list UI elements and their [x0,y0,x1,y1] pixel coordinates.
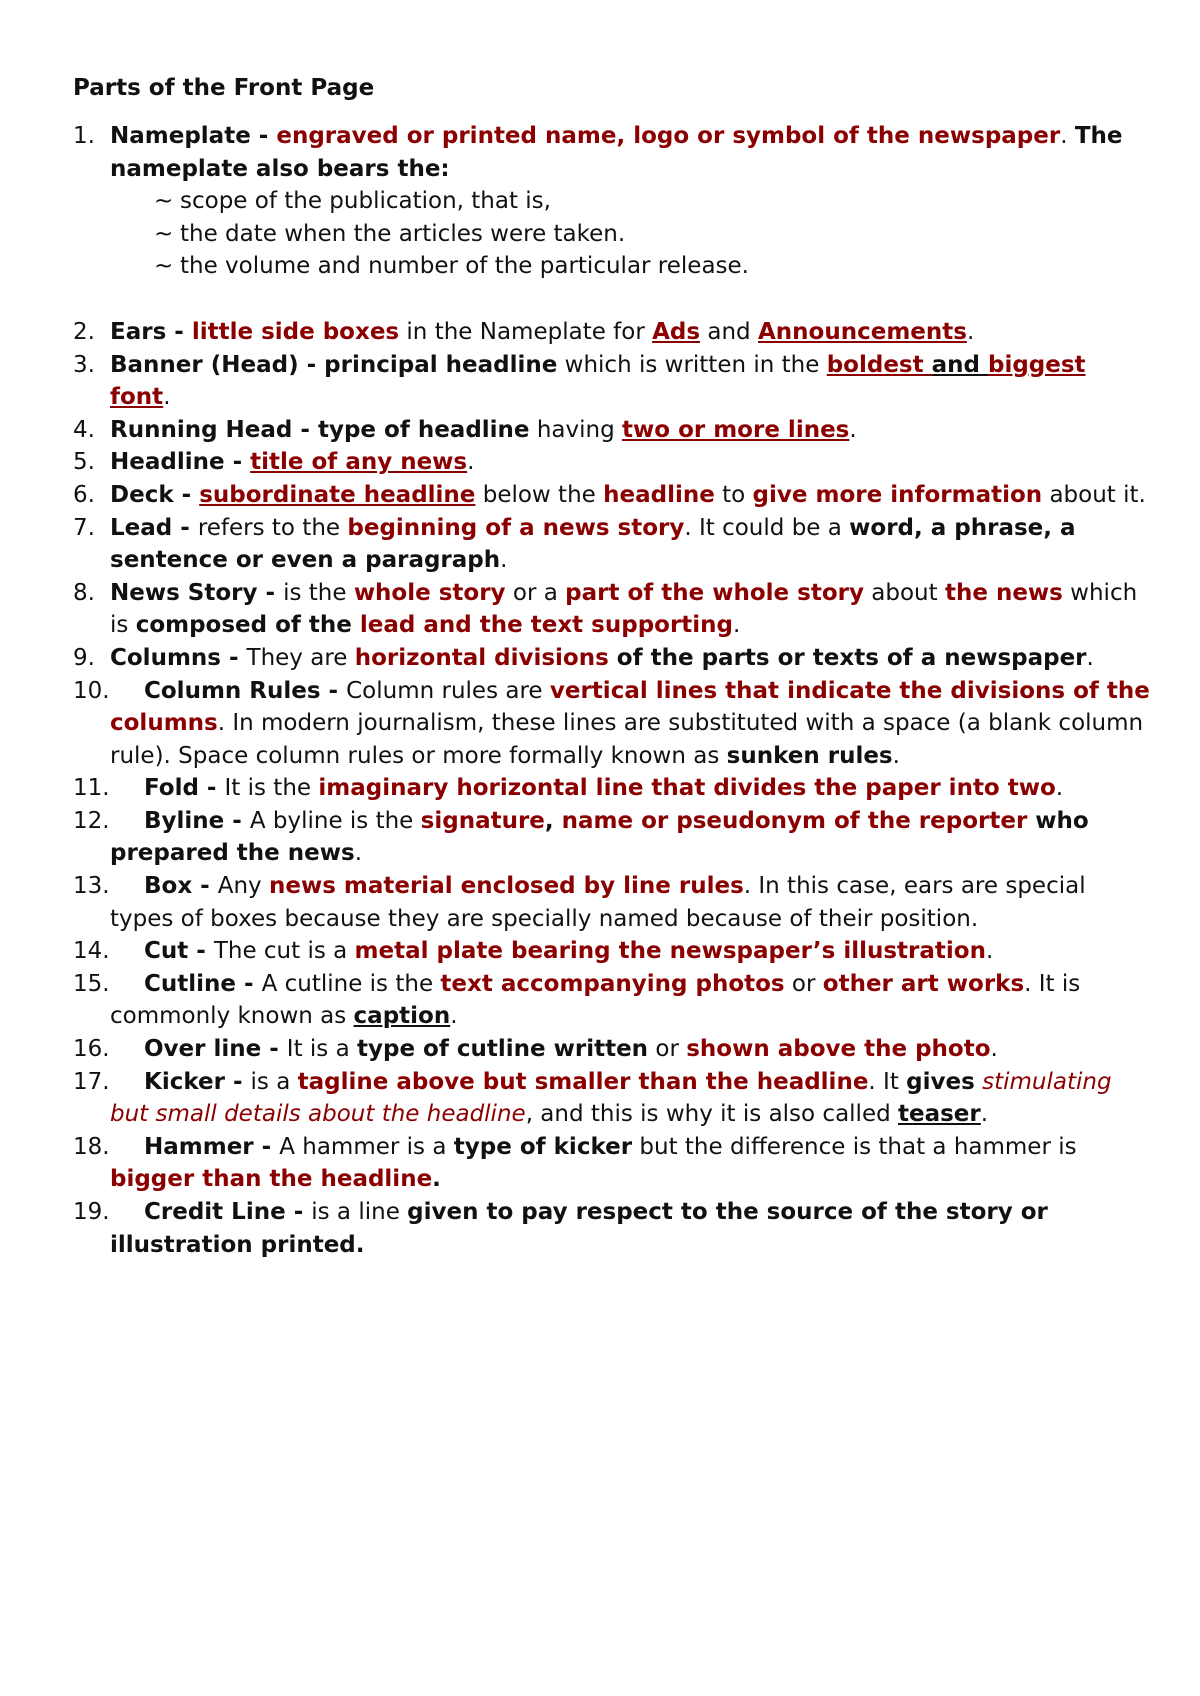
text-segment: text accompanying photos [440,970,785,997]
text-segment: engraved or printed name, logo or symbol of the newspaper [276,123,1061,149]
text-segment: stimulating but small details about the headline [110,1068,1112,1128]
text-segment: Column Rules - [144,677,347,704]
text-segment: . [966,318,975,345]
text-segment: little side boxes [191,318,400,345]
text-segment: two or more lines [622,416,850,443]
list-item [73,968,1153,1033]
text-segment: . [1055,775,1064,802]
text-segment: The nameplate also bears the: [110,123,1123,182]
text-segment: . It is commonly known as [110,970,1081,1030]
item-number: 2. [73,318,95,345]
text-segment: Announcements [757,318,967,345]
text-segment: Cutline - [144,970,262,997]
text-segment: having [529,416,623,443]
list-item [73,1066,1153,1131]
text-segment: biggest font [110,351,1086,411]
item-number: 19. [73,1199,110,1225]
tilde-bullet-icon: ~ [154,188,174,215]
sub-list-item [110,185,1153,218]
text-segment: vertical lines that indicate the divisions of the columns [110,677,1150,737]
sub-item-text: the date when the articles were taken. [180,220,626,247]
text-segment: . It could be a [684,514,850,541]
item-text [110,1069,1112,1128]
item-number: 6. [73,481,95,508]
tilde-bullet-icon: ~ [154,253,174,280]
text-segment: and [931,351,988,378]
text-segment: gives [906,1068,975,1095]
item-text [110,123,1123,182]
item-text [110,482,1146,508]
item-number: 15. [73,970,110,997]
text-segment: A hammer is a [279,1133,454,1160]
text-segment: news material enclosed by line rules [268,873,744,900]
item-number: 16. [73,1036,110,1063]
text-segment: beginning of a news story [347,514,685,541]
item-number: 14. [73,938,110,965]
text-segment: Running Head - type of headline [110,416,530,443]
list-item [73,1196,1153,1261]
spacer [110,283,1153,316]
parts-list [73,120,1153,1261]
item-number: 3. [73,351,95,378]
item-text [110,319,974,345]
item-text [110,1134,1077,1193]
item-text [110,1036,998,1062]
item-text [110,938,993,964]
text-segment: about [863,579,945,606]
text-segment: Ads [652,318,701,345]
text-segment: refers to the [197,514,348,541]
text-segment: type of kicker [453,1133,633,1160]
text-segment: which is [110,579,1138,639]
text-segment: sunken rules [726,742,893,769]
list-item [73,1033,1153,1066]
text-segment: . It [868,1068,907,1095]
text-segment: headline [603,481,715,508]
list-item [73,935,1153,968]
text-segment: , and this is why it is also called [525,1101,898,1128]
text-segment: . [354,840,363,867]
text-segment: Banner (Head) - principal headline [110,351,558,378]
text-segment: . [733,612,741,639]
item-text [110,580,1137,639]
list-item [73,349,1153,414]
text-segment: but the difference is that a hammer is [632,1133,1077,1160]
text-segment: News Story - [110,579,284,606]
text-segment: Byline - [144,807,250,834]
list-item [73,414,1153,447]
text-segment: give more information [752,481,1043,508]
sub-item-text: scope of the publication, that is, [180,188,551,215]
text-segment: composed of the [135,612,352,639]
page-title: Parts of the Front Page [73,75,375,101]
text-segment: . [990,1036,998,1063]
text-segment: . [849,416,857,443]
list-item [73,577,1153,642]
text-segment: of the parts or texts of a newspaper [608,644,1087,671]
list-item [73,120,1153,316]
item-text [110,678,1150,769]
item-text [110,352,1086,411]
text-segment: shown above the photo [686,1036,991,1063]
item-number: 13. [73,873,110,900]
list-item [73,805,1153,870]
list-item [73,675,1153,773]
text-segment: , [544,807,562,834]
text-segment: part of the whole story [565,579,864,606]
text-segment: the news [944,579,1063,606]
sub-item-text: the volume and number of the particular release. [180,253,749,280]
text-segment: teaser [898,1101,981,1128]
text-segment: . [163,384,171,411]
tilde-bullet-icon: ~ [154,220,174,247]
text-segment: word, a phrase, a sentence or even a paragraph [110,514,1076,574]
text-segment: metal plate bearing the newspaper’s illustration [354,938,986,965]
text-segment: Ears - [110,318,192,345]
nameplate-sublist [110,185,1153,283]
text-segment: lead and the text supporting [351,612,734,639]
text-segment: Fold - [144,775,225,802]
text-segment: given to pay respect to the source of the story or illustration printed. [110,1199,1048,1258]
text-segment: A cutline is the [261,970,441,997]
list-item [73,446,1153,479]
text-segment: Any [217,873,269,900]
text-segment: bigger than the headline [110,1166,433,1193]
item-text [110,449,474,475]
text-segment: or [648,1036,687,1063]
text-segment: in the Nameplate for [399,318,653,345]
text-segment: Nameplate - [110,123,277,149]
text-segment: Kicker - [144,1068,251,1095]
list-item [73,772,1153,805]
text-segment: . [467,449,475,476]
item-number: 12. [73,807,110,834]
text-segment: subordinate headline [199,481,476,508]
text-segment: . [432,1166,441,1193]
text-segment: Hammer - [144,1133,280,1160]
item-number: 18. [73,1133,110,1160]
list-item [73,1131,1153,1196]
item-number: 17. [73,1068,110,1095]
item-number: 7. [73,514,95,541]
text-segment: signature [420,807,545,834]
text-segment: Lead - [110,514,198,541]
text-segment: Cut - [144,938,214,965]
item-number: 9. [73,644,95,671]
list-item [73,316,1153,349]
list-item [73,479,1153,512]
text-segment: which is written in the [557,351,827,378]
text-segment: . In this case, ears are special types of boxes because they are specially named because of their position. [110,873,1086,932]
text-segment: imaginary horizontal line that divides the paper into two [318,775,1056,802]
text-segment: . [980,1101,989,1128]
text-segment: Columns - [110,644,247,671]
text-segment: Deck - [110,481,200,508]
text-segment: It is the [224,775,319,802]
text-segment: They are [246,644,355,671]
text-segment: and [700,318,758,345]
list-item [73,512,1153,577]
item-text [110,873,1086,932]
item-text [110,417,857,443]
item-text [110,645,1094,671]
text-segment: A byline is the [249,807,421,834]
item-text [110,971,1080,1030]
text-segment: The cut is a [213,938,355,965]
text-segment: about it. [1042,481,1146,508]
text-segment: name or pseudonym of the reporter [561,807,1028,834]
text-segment: whole story [353,579,506,606]
item-number: 11. [73,775,110,802]
text-segment: to [714,481,753,508]
text-segment: . [892,742,900,769]
item-number: 4. [73,416,95,443]
text-segment: title of any news [250,449,468,476]
text-segment: It is a [286,1036,357,1063]
text-segment: . [985,938,994,965]
text-segment: horizontal divisions [354,644,609,671]
item-number: 5. [73,449,95,476]
item-number: 1. [73,123,95,149]
text-segment: is a [250,1068,298,1095]
item-text [110,808,1089,867]
list-item [73,870,1153,935]
sub-list-item [110,218,1153,251]
text-segment: who prepared the news [110,807,1089,867]
text-segment: caption [353,1003,451,1030]
list-item [73,642,1153,675]
text-segment: tagline above but smaller than the headline [297,1068,869,1095]
text-segment: or a [505,579,566,606]
text-segment: . [1060,123,1075,149]
text-segment: Box - [144,873,218,900]
item-number: 8. [73,579,95,606]
text-segment: other art works [822,970,1025,997]
item-text [110,515,1076,574]
text-segment: Over line - [144,1036,287,1063]
text-segment: Credit Line - [144,1199,312,1225]
text-segment: is a line [311,1199,408,1225]
text-segment: is the [283,579,354,606]
text-segment: . [450,1003,458,1030]
text-segment: Column rules are [346,677,550,704]
text-segment: type of cutline written [357,1036,649,1063]
text-segment: . [1086,644,1094,671]
text-segment: boldest [826,351,932,378]
text-segment: or [784,970,823,997]
text-segment: . In modern journalism, these lines are substituted with a space (a blank column rule). Space column rules or more formally known as [110,710,1144,769]
text-segment: Headline - [110,449,251,476]
text-segment: below the [475,481,604,508]
item-text [110,1199,1048,1258]
item-number: 10. [73,677,110,704]
sub-list-item [110,250,1153,283]
item-text [110,775,1063,801]
text-segment: . [500,547,508,574]
